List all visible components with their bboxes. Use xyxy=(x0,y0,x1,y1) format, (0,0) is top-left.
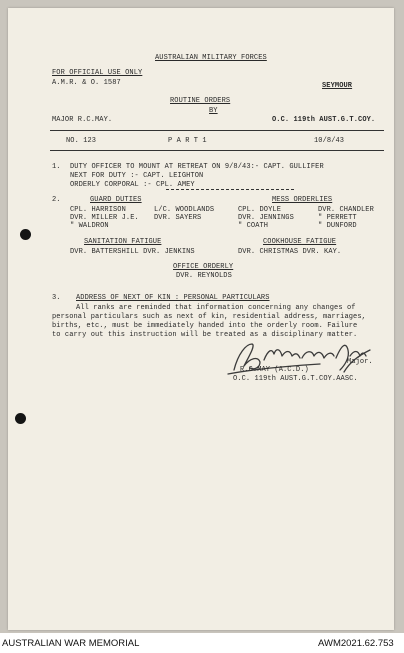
mess-name: " DUNFORD xyxy=(318,222,357,230)
order-number: NO. 123 xyxy=(66,137,97,145)
item1-next-for-duty: NEXT FOR DUTY :- CAPT. LEIGHTON xyxy=(70,172,204,180)
official-use-line: FOR OFFICIAL USE ONLY xyxy=(52,69,143,77)
item3-number: 3. xyxy=(52,294,61,302)
mess-name: " PERRETT xyxy=(318,214,357,222)
item1-orderly-corporal: ORDERLY CORPORAL :- CPL. AMEY xyxy=(70,181,195,189)
footer-institution: AUSTRALIAN WAR MEMORIAL xyxy=(2,638,140,649)
item3-paragraph-line: to carry out this instruction will be treated as a disciplinary matter. xyxy=(52,331,358,339)
mess-name: DVR. CHANDLER xyxy=(318,206,374,214)
mess-orderlies-title: MESS ORDERLIES xyxy=(272,196,333,204)
item3-paragraph-line: personal particulars such as next of kin, residential address, marriages, xyxy=(52,313,366,321)
guard-name: " WALDRON xyxy=(70,222,109,230)
amr-reference: A.M.R. & O. 1587 xyxy=(52,79,121,87)
unit-header: O.C. 119th AUST.G.T.COY. xyxy=(272,116,376,124)
signatory-unit: O.C. 119th AUST.G.T.COY.AASC. xyxy=(233,375,358,383)
office-orderly-name: DVR. REYNOLDS xyxy=(176,272,232,280)
header-rule-top xyxy=(50,130,384,131)
item1-separator xyxy=(166,189,294,190)
header-rule-bottom xyxy=(50,150,384,151)
guard-name: DVR. SAYERS xyxy=(154,214,202,222)
item2-number: 2. xyxy=(52,196,61,204)
guard-name: L/C. WOODLANDS xyxy=(154,206,215,214)
item1-number: 1. xyxy=(52,163,61,171)
signatory-name: R.C.MAY (A.C.D.) xyxy=(240,366,309,374)
guard-duties-title: GUARD DUTIES xyxy=(90,196,142,204)
cookhouse-fatigue-title: COOKHOUSE FATIGUE xyxy=(263,238,337,246)
guard-name: DVR. MILLER J.E. xyxy=(70,214,139,222)
order-date: 10/8/43 xyxy=(314,137,345,145)
guard-name: CPL. HARRISON xyxy=(70,206,126,214)
signature-rank: Major. xyxy=(347,358,373,366)
location: SEYMOUR xyxy=(322,82,353,90)
by-label: BY xyxy=(209,107,218,115)
org-heading: AUSTRALIAN MILITARY FORCES xyxy=(155,54,267,62)
punch-hole-top xyxy=(20,229,31,240)
footer-accession-number: AWM2021.62.753 xyxy=(318,638,394,649)
mess-name: DVR. JENNINGS xyxy=(238,214,294,222)
mess-name: CPL. DOYLE xyxy=(238,206,282,214)
archive-footer xyxy=(0,633,404,653)
part-label: P A R T 1 xyxy=(168,137,207,145)
cookhouse-fatigue-names: DVR. CHRISTMAS DVR. KAY. xyxy=(238,248,342,256)
item3-title: ADDRESS OF NEXT OF KIN : PERSONAL PARTICULARS xyxy=(76,294,270,302)
office-orderly-title: OFFICE ORDERLY xyxy=(173,263,234,271)
issuing-officer: MAJOR R.C.MAY. xyxy=(52,116,113,124)
sanitation-fatigue-names: DVR. BATTERSHILL DVR. JENKINS xyxy=(70,248,195,256)
punch-hole-bottom xyxy=(15,413,26,424)
mess-name: " COATH xyxy=(238,222,269,230)
item3-paragraph-line: All ranks are reminded that information concerning any changes of xyxy=(76,304,356,312)
routine-orders-title: ROUTINE ORDERS xyxy=(170,97,231,105)
item3-paragraph-line: births, etc., must be immediately handed into the orderly room. Failure xyxy=(52,322,358,330)
item1-duty-officer: DUTY OFFICER TO MOUNT AT RETREAT ON 9/8/43:- CAPT. GULLIFER xyxy=(70,163,324,171)
sanitation-fatigue-title: SANITATION FATIGUE xyxy=(84,238,162,246)
